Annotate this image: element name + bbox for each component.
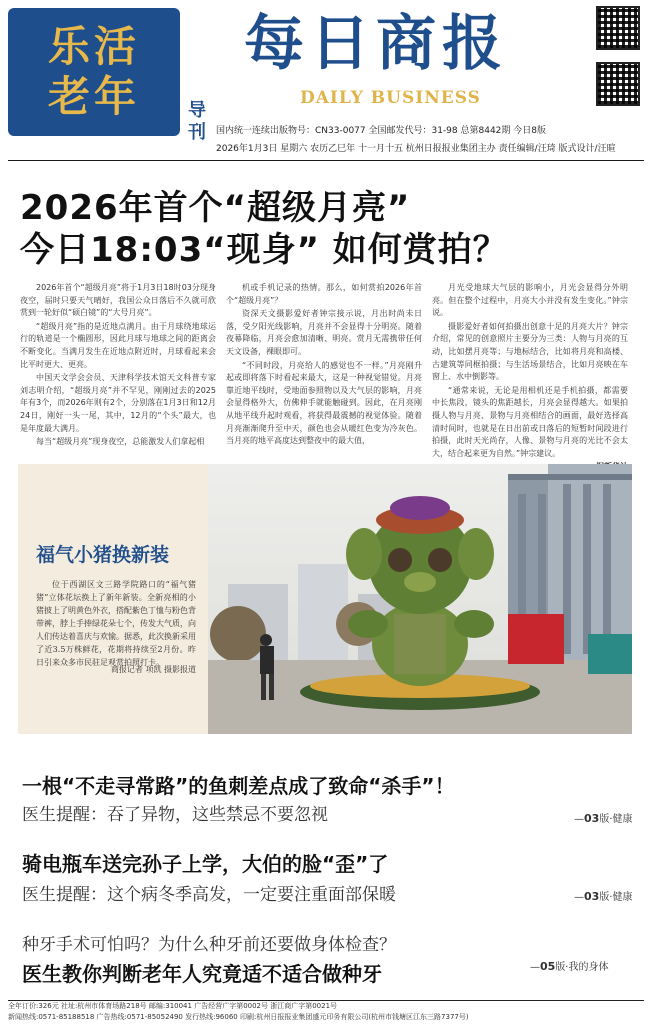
ref-prefix: — (574, 814, 584, 825)
logo-lehuo-laonian (8, 8, 180, 136)
masthead-divider (8, 160, 644, 161)
teaser-3-page-ref[interactable] (530, 958, 609, 973)
footer-info (8, 1000, 644, 1024)
ref-suffix: 版·健康 (599, 892, 633, 903)
paper-subtitle: DAILY BUSINESS (300, 88, 481, 108)
paragraph: 机或手机记录的热情。那么，如何赏拍2026年首个“超级月亮”？ (226, 283, 422, 305)
teaser-2-subtitle[interactable]: 医生提醒：这个病冬季高发，一定要注重面部保暖 (22, 885, 396, 905)
teaser-3-subtitle[interactable]: 种牙手术可怕吗？为什么种牙前还要做身体检查？ (22, 935, 396, 955)
logo-line-2: 老年 (47, 72, 140, 121)
article-column-3 (432, 282, 628, 474)
paragraph: “不同时段，月亮给人的感觉也不一样。”月亮刚升起或即将落下时看起来最大，这是一种视觉错觉。月亮靠近地平线时，受地面参照物以及大气层的影响，月亮会显得格外大，仿佛伸手就能触碰到。因此，在月亮刚从地平线升起时观看，将获得最震撼的视觉体验。随着月亮渐渐爬升至中天，颜色也会从暖红色变为冷灰色。当月亮的地平高度达到整夜中的最大值， (226, 360, 422, 446)
teaser-1-subtitle[interactable]: 医生提醒：吞了异物，这些禁忌不要忽视 (22, 805, 328, 825)
qr-code-icon[interactable] (596, 6, 640, 50)
ref-page: 03 (584, 812, 600, 825)
paragraph: “超级月亮”指的是近地点满月。由于月球绕地球运行的轨道是一个椭圆形，因此月球与地球之间的距离会不断变化。当满月发生在近地点附近时，月球看起来会比平时更大、更亮。 (20, 321, 216, 369)
pig-topiary-photo (208, 464, 632, 734)
feature-credit: 商报记者 项凯 摄影报道 (110, 665, 196, 674)
ref-suffix: 版·健康 (599, 814, 633, 825)
ref-page: 03 (584, 890, 600, 903)
teaser-3-title[interactable]: 医生教你判断老年人究竟适不适合做种牙 (22, 962, 382, 986)
guide-label: 导刊 (188, 100, 206, 143)
date-info: 2026年1月3日 星期六 农历乙巳年 十一月十五 杭州日报报业集团主办 责任编辑/汪琦 版式设计/汪暄 (216, 144, 616, 154)
headline-line-1[interactable]: 2026年首个“超级月亮” (20, 188, 411, 228)
paragraph: 每当“超级月亮”现身夜空，总能激发人们拿起相 (36, 437, 205, 447)
paragraph: “通常来说，无论是用相机还是手机拍摄，都需要中长焦段，镜头的焦距越长，月亮会显得越大。如果拍摄人物与月亮、景物与月亮相结合的画面，最好选择高清时间时，也就是在日出前或日落后的短暂时间段进行拍摄，此时天光尚存，人像、景物与月亮的光比不会太大，结合起来更为自然。”钟宗建议。 (432, 385, 628, 458)
ref-page: 05 (540, 960, 556, 973)
paragraph: 中国天文学会会员、天津科学技术馆天文科普专家刘志明介绍，“超级月亮”并不罕见，刚刚过去的2025年有3个，而2026年则有2个，分别落在1月3日和12月24日，刚好一头一尾，其中，12月的“个头”最大，也是年度最大满月。 (20, 373, 216, 433)
feature-text: 位于西湖区文三路学院路口的“福气猪猪”立体花坛换上了新年新装。全新亮相的小猪披上了明黄色外衣，搭配紫色丁恤与粉色背带裤，脖上手捧绿花朵七个，传发大气质，向人们传达着喜庆与欢愉。据悉，此次换新采用了近3.5万株鲜花，花期将持续至2月份。昨日引来众多市民驻足观赏拍照打卡。 (36, 580, 196, 667)
footer-line-2: 新闻热线:0571-85188518 广告热线:0571-85052490 发行热线:96060 印刷:杭州日报报业集团盛元印务有限公司(杭州市钱塘区江东三路7377号) (8, 1013, 469, 1021)
article-column-2 (226, 282, 422, 449)
paragraph: 月光受地球大气层的影响小，月光会显得分外明亮。但在整个过程中，月亮大小并没有发生变化。”钟宗说。 (432, 283, 628, 318)
ref-prefix: — (530, 962, 540, 973)
ref-suffix: 版·我的身体 (555, 962, 609, 973)
paper-title: 每日商报 (244, 9, 508, 79)
footer-line-1: 全年订价:326元 社址:杭州市体育场路218号 邮编:310041 广告经营广字第0002号 浙江商广字第0021号 (8, 1002, 338, 1010)
article-column-1 (20, 282, 216, 450)
logo-line-1: 乐活 (47, 22, 140, 71)
qr-code-icon-2[interactable] (596, 62, 640, 106)
publication-info: 国内统一连续出版物号：CN33-0077 全国邮发代号：31-98 总第8442期 今日8版 (216, 126, 546, 136)
feature-title[interactable]: 福气小猪换新装 (36, 544, 170, 566)
teaser-1-page-ref[interactable] (574, 810, 633, 825)
paragraph: 摄影爱好者如何拍摄出创意十足的月亮大片？钟宗介绍，常见的创意照片主要分为三类：人物与月亮的互动，比如摆月亮等；与地标结合，比如将月亮和高楼、古建筑等同框拍摄；与生活场景结合，比如月亮映在车窗上、水中倒影等。 (432, 321, 628, 382)
teaser-2-title[interactable]: 骑电瓶车送完孙子上学，大伯的脸“歪”了 (22, 852, 389, 876)
headline-line-2[interactable]: 今日18:03“现身” 如何赏拍？ (20, 230, 508, 270)
paragraph: 2026年首个“超级月亮”将于1月3日18时03分现身夜空，届时只要天气晴好，我国公众日落后不久就可欣赏到一轮好似“硕白镜”的“大号月亮”。 (20, 283, 216, 318)
paragraph: 资深天文摄影爱好者钟宗接示说，月出时尚未日落，受夕阳光线影响，月亮并不会显得十分明亮。随着夜幕降临，月亮会愈加清晰、明亮。赏月无需携带任何天文设备，裸眼即可。 (226, 309, 422, 356)
feature-photo[interactable] (208, 464, 632, 734)
ref-prefix: — (574, 892, 584, 903)
teaser-2-page-ref[interactable] (574, 888, 633, 903)
teaser-1-title[interactable]: 一根“不走寻常路”的鱼刺差点成了致命“杀手”！ (22, 774, 455, 798)
